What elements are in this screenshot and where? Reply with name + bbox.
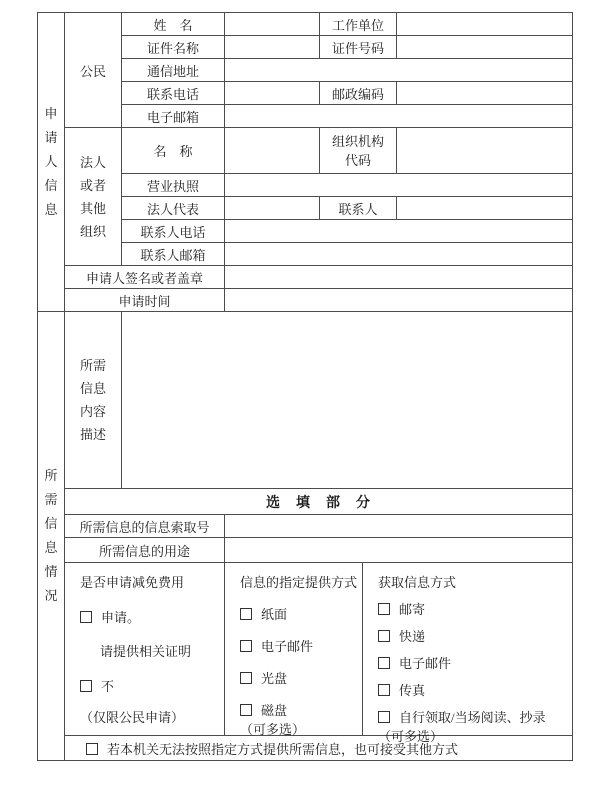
provide-method-cell <box>225 563 363 736</box>
obtain-option-email[interactable] <box>378 653 568 672</box>
field-label-org-name: 名 称 <box>122 128 225 174</box>
field-label-name: 姓 名 <box>122 13 225 36</box>
field-label-postcode: 邮政编码 <box>320 82 397 105</box>
contact-phone-value-cell[interactable] <box>225 220 573 243</box>
fallback-option-label: 若本机关无法按照指定方式提供所需信息，也可接受其他方式 <box>107 741 459 757</box>
field-label-contact: 联系人 <box>320 197 397 220</box>
field-label-address: 通信地址 <box>122 59 225 82</box>
checkbox-icon[interactable] <box>378 630 390 642</box>
fee-no-option[interactable] <box>80 676 220 695</box>
apply-time-value-cell[interactable] <box>225 289 573 312</box>
checkbox-icon[interactable] <box>240 640 252 652</box>
obtain-option-label: 电子邮件 <box>399 656 452 671</box>
org-code-value-cell[interactable] <box>397 128 573 174</box>
checkbox-icon[interactable] <box>378 603 390 615</box>
index-no-value-cell[interactable] <box>225 515 573 538</box>
obtain-option-label: 快递 <box>399 629 426 644</box>
checkbox-icon[interactable] <box>240 672 252 684</box>
field-label-content-desc <box>65 312 122 489</box>
section-applicant-side-label <box>38 13 65 312</box>
field-label-email: 电子邮箱 <box>122 105 225 128</box>
field-label-org-code <box>320 128 397 174</box>
citizen-group-label: 公民 <box>65 13 122 128</box>
required-info-side-label-text: 所需信息情况 <box>44 468 58 603</box>
checkbox-icon[interactable] <box>80 680 92 692</box>
checkbox-icon[interactable] <box>240 608 252 620</box>
postcode-value-cell[interactable] <box>397 82 573 105</box>
checkbox-icon[interactable] <box>80 611 92 623</box>
legal-org-group-label <box>65 128 122 266</box>
provide-option-label: 磁盘 <box>261 703 288 718</box>
content-desc-label-text: 所需信息内容描述 <box>79 358 106 442</box>
cert-name-value-cell[interactable] <box>225 36 320 59</box>
field-label-usage: 所需信息的用途 <box>65 538 225 563</box>
fee-apply-label: 申请。 <box>101 610 141 625</box>
field-label-cert-no: 证件号码 <box>320 36 397 59</box>
provide-option-cd[interactable] <box>240 668 358 687</box>
email-value-cell[interactable] <box>225 105 573 128</box>
provide-option-label: 光盘 <box>261 671 288 686</box>
provide-option-paper[interactable] <box>240 604 358 623</box>
fee-apply-option[interactable] <box>80 607 220 626</box>
field-label-contact-phone: 联系人电话 <box>122 220 225 243</box>
field-label-license: 营业执照 <box>122 174 225 197</box>
provide-method-column <box>225 563 362 735</box>
provide-multi-select-note: （可多选） <box>240 722 306 737</box>
section-required-info-side-label <box>38 312 65 761</box>
checkbox-icon[interactable] <box>378 711 390 723</box>
fee-waiver-column <box>65 563 224 735</box>
checkbox-icon[interactable] <box>378 657 390 669</box>
obtain-method-title: 获取信息方式 <box>378 575 457 590</box>
fee-waiver-title: 是否申请减免费用 <box>80 575 185 590</box>
required-info-table <box>37 311 573 761</box>
obtain-option-fax[interactable] <box>378 680 568 699</box>
field-label-legal-rep: 法人代表 <box>122 197 225 220</box>
applicant-info-table <box>37 12 573 312</box>
provide-option-label: 纸面 <box>261 607 288 622</box>
content-desc-value-cell[interactable] <box>122 312 573 489</box>
field-label-index-no: 所需信息的信息索取号 <box>65 515 225 538</box>
checkbox-icon[interactable] <box>378 684 390 696</box>
contact-value-cell[interactable] <box>397 197 573 220</box>
fee-waiver-cell <box>65 563 225 736</box>
field-label-work-unit: 工作单位 <box>320 13 397 36</box>
fee-no-label: 不 <box>101 679 115 694</box>
org-name-value-cell[interactable] <box>225 128 320 174</box>
checkbox-icon[interactable] <box>86 743 98 755</box>
application-form-page <box>0 12 600 810</box>
obtain-option-express[interactable] <box>378 626 568 645</box>
obtain-option-mail[interactable] <box>378 599 568 618</box>
signature-value-cell[interactable] <box>225 266 573 289</box>
obtain-option-self-pickup[interactable] <box>378 707 568 726</box>
provide-option-label: 电子邮件 <box>261 639 314 654</box>
obtain-option-label: 自行领取/当场阅读、抄录 <box>399 710 546 725</box>
legal-org-group-label-text: 法人或者其他组织 <box>79 154 106 239</box>
work-unit-value-cell[interactable] <box>397 13 573 36</box>
field-label-signature: 申请人签名或者盖章 <box>65 266 225 289</box>
optional-section-header: 选 填 部 分 <box>65 489 573 515</box>
obtain-method-cell <box>363 563 573 744</box>
obtain-method-column <box>363 563 572 744</box>
license-value-cell[interactable] <box>225 174 573 197</box>
provide-method-title: 信息的指定提供方式 <box>240 575 358 590</box>
fee-citizen-only-note: （仅限公民申请） <box>80 710 185 725</box>
provide-option-email[interactable] <box>240 636 358 655</box>
obtain-option-label: 传真 <box>399 683 426 698</box>
field-label-contact-email: 联系人邮箱 <box>122 243 225 266</box>
obtain-multi-select-note: （可多选） <box>378 729 444 744</box>
fee-apply-note: 请提供相关证明 <box>100 644 192 659</box>
field-label-cert-name: 证件名称 <box>122 36 225 59</box>
name-value-cell[interactable] <box>225 13 320 36</box>
field-label-apply-time: 申请时间 <box>65 289 225 312</box>
org-code-label-text: 组织机构代码 <box>331 133 384 168</box>
usage-value-cell[interactable] <box>225 538 573 563</box>
checkbox-icon[interactable] <box>240 704 252 716</box>
provide-option-disk[interactable] <box>240 700 358 719</box>
obtain-option-label: 邮寄 <box>399 602 426 617</box>
address-value-cell[interactable] <box>225 59 573 82</box>
contact-email-value-cell[interactable] <box>225 243 573 266</box>
field-label-phone: 联系电话 <box>122 82 225 105</box>
phone-value-cell[interactable] <box>225 82 320 105</box>
legal-rep-value-cell[interactable] <box>225 197 320 220</box>
cert-no-value-cell[interactable] <box>397 36 573 59</box>
applicant-side-label-text: 申请人信息 <box>44 106 58 217</box>
